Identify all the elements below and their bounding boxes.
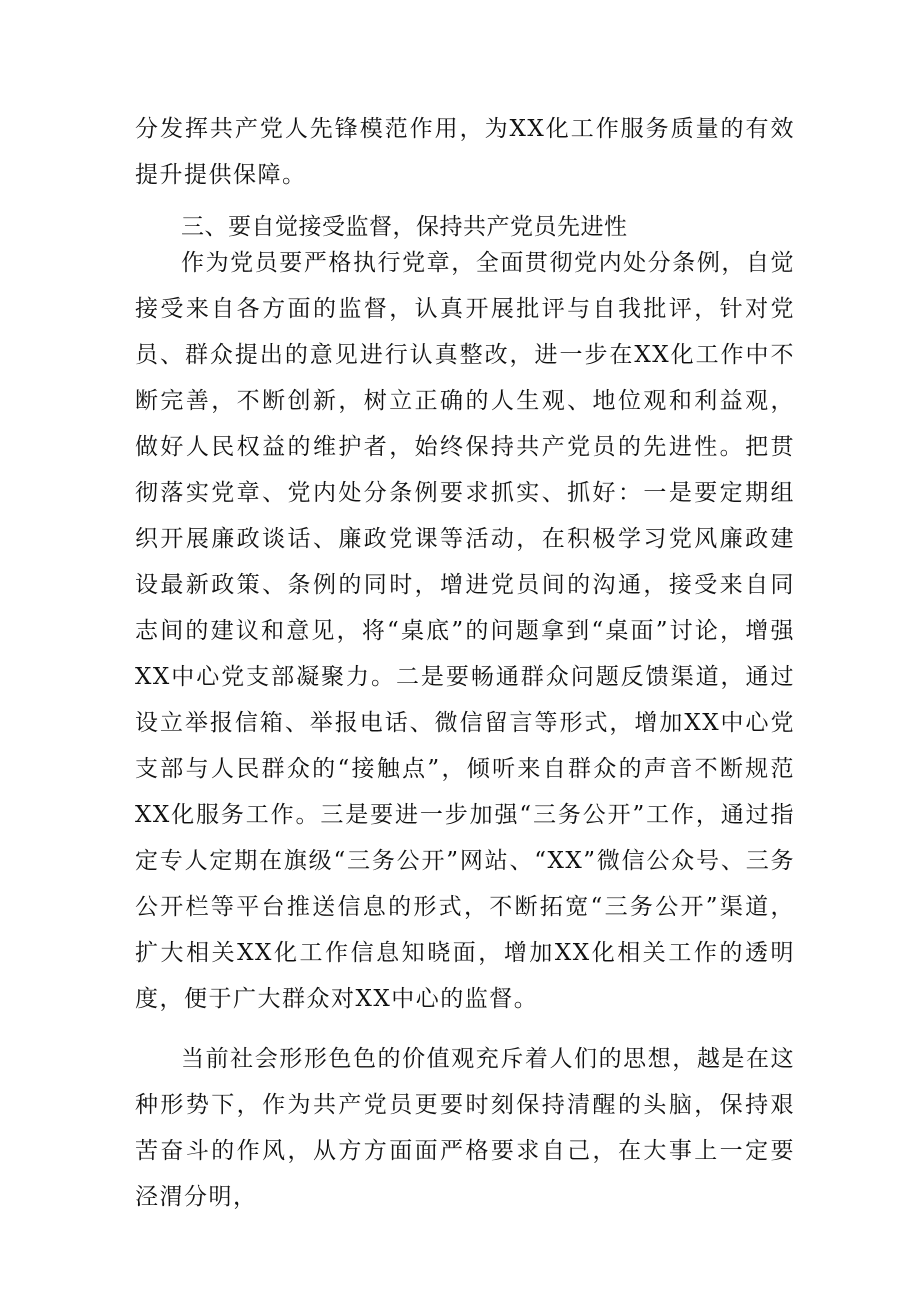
continuation-paragraph: 分发挥共产党人先锋模范作用，为XX化工作服务质量的有效提升提供保障。 xyxy=(135,116,795,188)
continuation-block xyxy=(135,106,795,198)
body-paragraph-1: 作为党员要严格执行党章，全面贯彻党内处分条例，自觉接受来自各方面的监督，认真开展批评与自我批评，针对党员、群众提出的意见进行认真整改，进一步在XX化工作中不断完善，不断创新，树立正确的人生观、地位观和利益观，做好人民权益的维护者，始终保持共产党员的先进性。把贯彻落实党章、党内处分条例要求抓实、抓好：一是要定期组织开展廉政谈话、廉政党课等活动，在积极学习党风廉政建设最新政策、条例的同时，增进党员间的沟通，接受来自同志间的建议和意见，将“桌底”的问题拿到“桌面”讨论，增强XX中心党支部凝聚力。二是要畅通群众问题反馈渠道，通过设立举报信箱、举报电话、微信留言等形式，增加XX中心党支部与人民群众的“接触点”，倾听来自群众的声音不断规范XX化服务工作。三是要进一步加强“三务公开”工作，通过指定专人定期在旗级“三务公开”网站、“XX”微信公众号、三务公开栏等平台推送信息的形式，不断拓宽“三务公开”渠道，扩大相关XX化工作信息知晓面，增加XX化相关工作的透明度，便于广大群众对XX中心的监督。 xyxy=(135,250,795,1012)
body-block xyxy=(135,240,795,1220)
section-heading: 三、要自觉接受监督，保持共产党员先进性 xyxy=(181,214,628,240)
body-paragraph-2: 当前社会形形色色的价值观充斥着人们的思想，越是在这种形势下，作为共产党员更要时刻保持清醒的头脑，保持艰苦奋斗的作风，从方方面面严格要求自己，在大事上一定要泾渭分明， xyxy=(135,1046,795,1210)
